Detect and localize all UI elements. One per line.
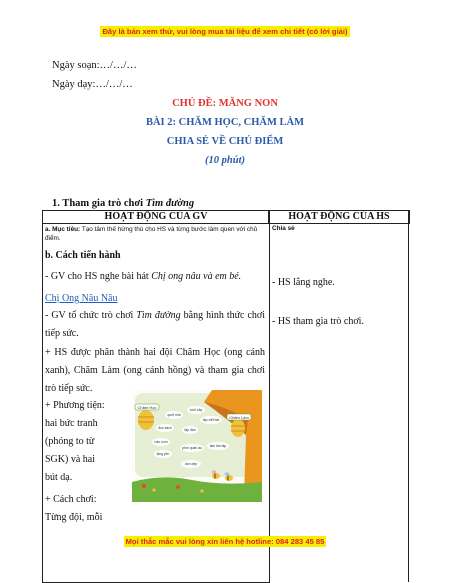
share-title: CHIA SẺ VỀ CHỦ ĐIỂM (166, 136, 284, 147)
header-gv: HOẠT ĐỘNG CỦA GV (42, 210, 270, 224)
hs-column (268, 210, 409, 582)
howto-line: Từng đội, mỗi (45, 512, 103, 523)
bubble-label: tập đàn (184, 428, 196, 433)
howto-line: + Cách chơi: (45, 494, 97, 505)
hs-play: - HS tham gia trò chơi. (272, 316, 364, 327)
gv-song: - GV cho HS nghe bài hát Chị ong nâu và em bé. (45, 271, 242, 282)
hive-left-label: Chăm Học (137, 404, 157, 410)
hotline-banner: Mọi thắc mắc vui lòng xin liên hệ hotline: 084 283 45 85 (125, 537, 325, 546)
gv-game: - GV tổ chức trò chơi Tìm đường bằng hình thức chơi tiếp sức. (45, 310, 265, 339)
topic-title: CHỦ ĐỀ: MĂNG NON (172, 98, 278, 109)
means-line: bút dạ. (45, 472, 73, 483)
bubble-label: phơi quần áo (182, 446, 202, 451)
section-heading: 1. Tham gia trò chơi Tìm đường (52, 198, 195, 209)
song-link[interactable]: Chị Ong Nâu Nâu (45, 293, 118, 304)
teams-text: + HS được phân thành hai đội Chăm Học (ong cánh xanh), Chăm Làm (ong cánh hồng) và tham gia chơi trò tiếp sức. (45, 347, 265, 394)
bubble-label: dọn dẹp (184, 462, 198, 467)
hs-share: Chia sẻ (272, 225, 295, 232)
means-line: hai bức tranh (45, 418, 98, 429)
procedure-title: b. Cách tiến hành (45, 250, 121, 261)
means-line: (phóng to từ (45, 436, 95, 447)
means-line: + Phương tiện: (45, 400, 105, 411)
lesson-title: BÀI 2: CHĂM HỌC, CHĂM LÀM (145, 117, 305, 128)
hs-listen: - HS lắng nghe. (272, 277, 335, 288)
duration: (10 phút) (205, 155, 245, 166)
bubble-label: tưới cây (189, 408, 203, 413)
game-illustration (132, 390, 262, 502)
bubble-label: lặng yên (156, 452, 170, 457)
bubble-label: đọc sách (158, 426, 172, 431)
header-hs: HOẠT ĐỘNG CỦA HS (268, 210, 410, 224)
prep-date: Ngày soạn:…/…/… (52, 60, 137, 71)
bubble-label: nấu cơm (154, 440, 168, 445)
bubble-label: quét nhà (167, 413, 181, 418)
bubble-label: làm bài tập (209, 444, 227, 449)
means-line: SGK) và hai (45, 454, 95, 465)
bubble-label: tập viết bài (202, 418, 220, 423)
preview-banner: Đây là bản xem thử, vui lòng mua tài liệu để xem chi tiết (có lời giải) (102, 27, 348, 36)
hive-right-label: Chăm Làm (229, 414, 249, 420)
objective: a. Mục tiêu: Tạo tâm thế hứng thú cho HS và từng bước làm quen với chủ điểm. (45, 226, 258, 242)
teach-date: Ngày dạy:…/…/… (52, 79, 133, 90)
